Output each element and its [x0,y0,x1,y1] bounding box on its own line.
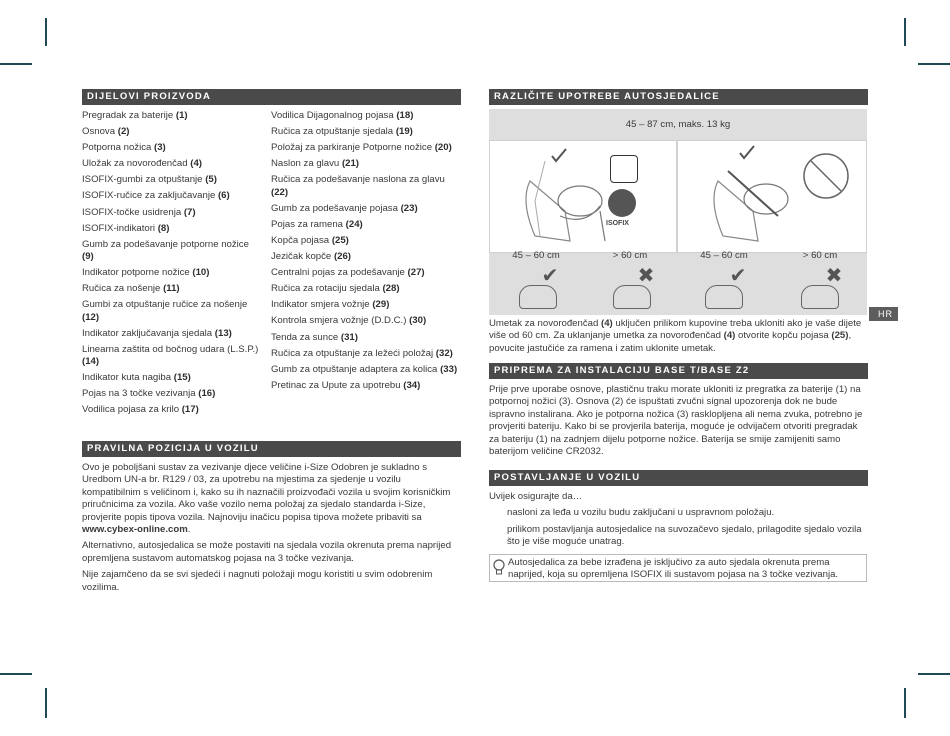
part-item: Ručica za otpuštanje sjedala (19) [271,126,413,138]
prep-text: Prije prve uporabe osnove, plastičnu traku morate ukloniti iz pregratka za baterije (1) na potpornoj nožici (3). Osnova (2) će ispuštati zvučni signal upozorenja dok ne bude ispravno instalirana. Ako je potporna nožica (3) rasklopljena ali nema zvuka, potrebno je provjeriti bateriju. Kako bi se provjerila baterija, moguće je odvijačem otvoriti pregradak za bateriju (1) na zadnjem dijelu potporne nožice. Baterija se smije zamijeniti samo baterijom veličine CR2032. [489,384,863,458]
install-intro: Uvijek osigurajte da… [489,491,583,502]
part-item: Vodilica pojasa za krilo (17) [82,404,199,416]
usage-range: 45 – 87 cm, maks. 13 kg [489,109,867,140]
car-seat-belt-illustration [678,141,866,252]
part-item: Pojas za ramena (24) [271,218,363,230]
diagram-pane-right [677,140,867,253]
language-tab: HR [869,307,898,321]
crop-mark [904,688,906,718]
part-item: Ručica za rotaciju sjedala (28) [271,283,400,295]
cross-icon: ✖ [637,265,655,287]
part-item: Uložak za novorođenčad (4) [82,158,203,170]
crop-mark [45,688,47,718]
section-header-position: PRAVILNA POZICIJA U VOZILU [82,441,461,457]
insert-icon [705,285,743,309]
crop-mark [45,18,47,46]
part-item: Indikator smjera vožnje (29) [271,299,390,311]
part-item: Jezičak kopče (26) [271,251,351,263]
part-item: Pretinac za Upute za upotrebu (34) [271,379,421,391]
part-item: ISOFIX-gumbi za otpuštanje (5) [82,174,217,186]
part-item: Vodilica Dijagonalnog pojasa (18) [271,110,414,121]
position-text [82,462,462,598]
part-item: Gumb za podešavanje pojasa (23) [271,202,418,214]
install-bullet: prilikom postavljanja autosjedalice na suvozačevo sjedalo, prilagodite sjedalo vozila što je više moguće unatrag. [507,523,862,548]
crop-mark [0,673,32,675]
size-label: > 60 cm [802,250,838,261]
usage-diagram [489,109,867,315]
part-item: Kopča pojasa (25) [271,234,349,246]
cross-icon: ✖ [825,265,843,287]
part-item: Naslon za glavu (21) [271,158,359,170]
website-link[interactable]: www.cybex-online.com [82,524,188,536]
parts-list-left [82,110,262,420]
part-item: Osnova (2) [82,126,130,138]
part-item: Gumb za otpuštanje adaptera za kolica (33) [271,363,458,375]
insert-note: Umetak za novorođenčad (4) uključen prilikom kupovine treba ukloniti ako je vaše dijete više od 60 cm. Za uklanjanje umetka za novorođenčad (4) otvorite kopču pojasa (25), povucite jastučiće za ramena i zatim uklonite umetak. [489,318,862,354]
part-item: Kontrola smjera vožnje (D.D.C.) (30) [271,315,427,327]
parts-list-right [271,110,461,396]
part-item: Ručica za nošenje (11) [82,283,180,295]
part-item: Tenda za sunce (31) [271,331,358,343]
part-item: Indikator zaključavanja sjedala (13) [82,327,232,339]
part-item: ISOFIX-točke usidrenja (7) [82,206,196,218]
part-item: Indikator potporne nožice (10) [82,267,210,279]
crop-mark [904,18,906,46]
isofix-label: ISOFIX [606,220,629,227]
size-label: 45 – 60 cm [700,250,748,261]
isofix-badge-icon [608,189,636,217]
part-item: Gumb za podešavanje potporne nožice (9) [82,238,249,263]
part-item: ISOFIX-ručice za zaključavanje (6) [82,190,230,202]
part-item: Centralni pojas za podešavanje (27) [271,267,425,279]
part-item: ISOFIX-indikatori (8) [82,222,170,234]
diagram-pane-left [489,140,677,253]
position-paragraph-1: Ovo je poboljšani sustav za vezivanje djece veličine i-Size Odobren je sukladno s Uredbom UN-a br. R129 / 03, za upotrebu na mjestima za sjedenje u vozilu kompatibilnim s veličinom i, kako su ih naznačili proizvođači vozila u svojim korisničkim priručnicima za vozila. Ako vaše vozilo nema položaj za sjedalo standarda i-Size, provjerite popis tipova vozila. Najnoviju inačicu popisa tipova možete pribaviti sa www.cybex-online.com. [82,462,451,536]
insert-icon [519,285,557,309]
size-label: 45 – 60 cm [512,250,560,261]
install-text [489,491,869,553]
check-icon: ✔ [729,265,747,287]
insert-icon [801,285,839,309]
part-item: Ručica za podešavanje naslona za glavu (22) [271,174,445,198]
car-seat-illustration [490,141,676,252]
part-item: Linearna zaštita od bočnog udara (L.S.P.) (14) [82,343,259,368]
crop-mark [0,63,32,65]
part-item: Indikator kuta nagiba (15) [82,372,191,384]
install-note-box [489,554,867,582]
install-note-text: Autosjedalica za bebe izrađena je isključivo za auto sjedala okrenuta prema naprijed, koja su opremljena ISOFIX ili sustavom pojasa na 3 točke vezivanja. [508,557,839,581]
check-icon: ✔ [541,265,559,287]
section-header-install: POSTAVLJANJE U VOZILU [489,470,868,486]
part-item: Potporna nožica (3) [82,142,166,154]
section-header-uses: RAZLIČITE UPOTREBE AUTOSJEDALICE [489,89,868,105]
crop-mark [918,63,950,65]
crop-mark [918,673,950,675]
insert-icon [613,285,651,309]
position-paragraph-2: Alternativno, autosjedalica se može postaviti na sjedala vozila okrenuta prema naprijed opremljena sustavom automatskog pojasa na 3 točke vezivanja. [82,540,452,564]
part-item: Pregradak za baterije (1) [82,110,188,121]
part-item: Pojas na 3 točke vezivanja (16) [82,388,216,400]
isofix-icon [610,155,638,183]
part-item: Gumbi za otpuštanje ručice za nošenje (12) [82,299,248,323]
part-item: Položaj za parkiranje Potporne nožice (20) [271,142,452,154]
position-paragraph-3: Nije zajamčeno da se svi sjedeći i nagnuti položaji mogu koristiti u svim odobrenim vozilima. [82,569,433,593]
section-header-parts: DIJELOVI PROIZVODA [82,89,461,105]
lightbulb-icon [492,559,506,577]
section-header-prep: PRIPREMA ZA INSTALACIJU BASE T/BASE Z2 [489,363,868,379]
part-item: Ručica za otpuštanje za ležeći položaj (32) [271,347,453,359]
size-label: > 60 cm [612,250,648,261]
install-bullet: nasloni za leđa u vozilu budu zaključani u uspravnom položaju. [507,507,775,519]
